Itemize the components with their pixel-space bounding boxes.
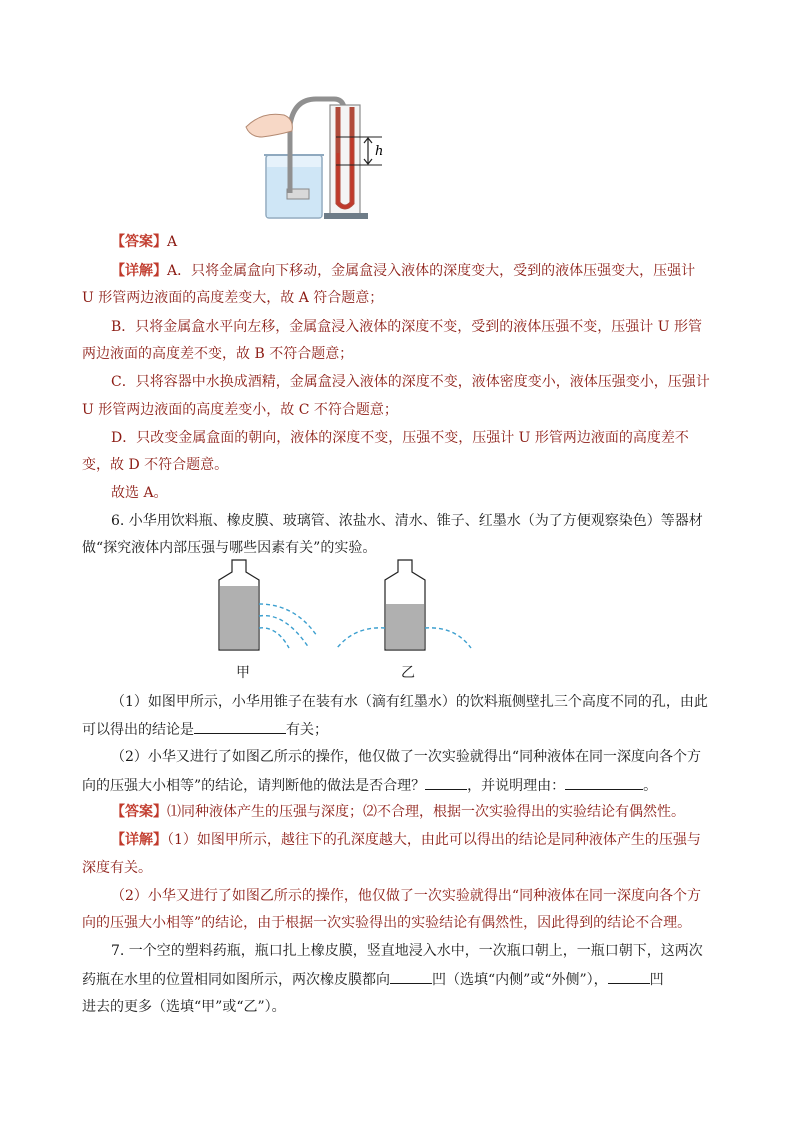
detail5-l2: U 形管两边液面的高度差变大，故 A 符合题意； [82,290,384,306]
q6-p2a: （2）小华又进行了如图乙所示的操作，他仅做了一次实验就得出“同种液体在同一深度向各个方 [111,749,702,765]
answer6-text: ⑴同种液体产生的压强与深度；⑵不合理，根据一次实验得出的实验结论有偶然性。 [167,804,685,820]
answer-tag: 【答案】 [111,804,167,820]
q6-p1b-end: 有关； [286,722,328,738]
bottles-figure [215,556,475,656]
figure-label-a: 甲 [236,665,250,681]
answer-blank-1[interactable] [194,719,286,734]
q6-p1b-text: 可以得出的结论是 [82,722,194,738]
detail6-text: （1）如图甲所示，越往下的孔深度越大，由此可以得出的结论是同种液体产生的压强与 [167,832,701,848]
q7-l2 [82,969,722,990]
pressure-gauge-figure [232,93,402,223]
detail-tag: 【详解】 [111,832,167,848]
detail6-l3: （2）小华又进行了如图乙所示的操作，他仅做了一次实验就得出“同种液体在同一深度向各个方 [111,888,702,904]
detail5-l4: 两边液面的高度差不变，故 B 不符合题意； [82,346,354,362]
q6-p2b-text: 向的压强大小相等”的结论，请判断他的做法是否合理？ [82,778,426,794]
answer-blank-5[interactable] [608,969,650,984]
answer5-text: A [167,234,178,250]
q7-l2-text: 药瓶在水里的位置相同如图所示，两次橡皮膜都向 [82,972,390,988]
h-label: h [375,144,384,159]
q7-l1: 7. 一个空的塑料药瓶，瓶口扎上橡皮膜，竖直地浸入水中，一次瓶口朝上，一瓶口朝下，这两次 [111,943,703,959]
detail5-l1 [111,261,751,281]
q6-p2b-end: 。 [643,778,658,794]
detail6-l2: 深度有关。 [82,860,152,876]
detail5-l7: D．只改变金属盒面的朝向，液体的深度不变，压强不变，压强计 U 形管两边液面的高度差不 [111,430,689,446]
q6-p2b [82,775,722,796]
answer-blank-3[interactable] [565,775,643,790]
answer-blank-4[interactable] [390,969,432,984]
detail5-l9: 故选 A。 [111,485,168,501]
q7-l2-end: 凹 [649,972,664,988]
detail5-l5: C．只将容器中水换成酒精，金属盒浸入液体的深度不变，液体密度变小，液体压强变小，压强计 [111,374,710,390]
figure-label-b: 乙 [401,665,415,681]
q6-l2: 做“探究液体内部压强与哪些因素有关”的实验。 [82,540,377,556]
q6-l1: 6. 小华用饮料瓶、橡皮膜、玻璃管、浓盐水、清水、锥子、红墨水（为了方便观察染色）等器材 [111,513,703,529]
detail5-l8: 变，故 D 不符合题意。 [82,457,229,473]
q7-l2-mid: 凹（选填“内侧”或“外侧”）， [432,972,608,988]
detail-tag: 【详解】 [111,263,167,279]
detail5-l3: B．只将金属盒水平向左移，金属盒浸入液体的深度不变，受到的液体压强不变，压强计 U 形管 [111,319,702,335]
detail5-text: A．只将金属盒向下移动，金属盒浸入液体的深度变大，受到的液体压强变大，压强计 [167,263,696,279]
detail5-l6: U 形管两边液面的高度差变小，故 C 不符合题意； [82,402,398,418]
answer-blank-2[interactable] [425,775,467,790]
answer-tag: 【答案】 [111,234,167,250]
q6-p1b [82,719,722,740]
detail6-l1 [111,830,751,850]
q6-p1a: （1）如图甲所示，小华用锥子在装有水（滴有红墨水）的饮料瓶侧壁扎三个高度不同的孔，由此 [111,694,708,710]
q7-l3: 进去的更多（选填“甲”或“乙”）。 [82,999,286,1015]
answer5-line [111,232,751,252]
q6-p2b-mid: ，并说明理由： [467,778,566,794]
detail6-l4: 向的压强大小相等”的结论，由于根据一次实验得出的实验结论有偶然性，因此得到的结论不合理。 [82,915,692,931]
answer6-line [111,802,751,822]
